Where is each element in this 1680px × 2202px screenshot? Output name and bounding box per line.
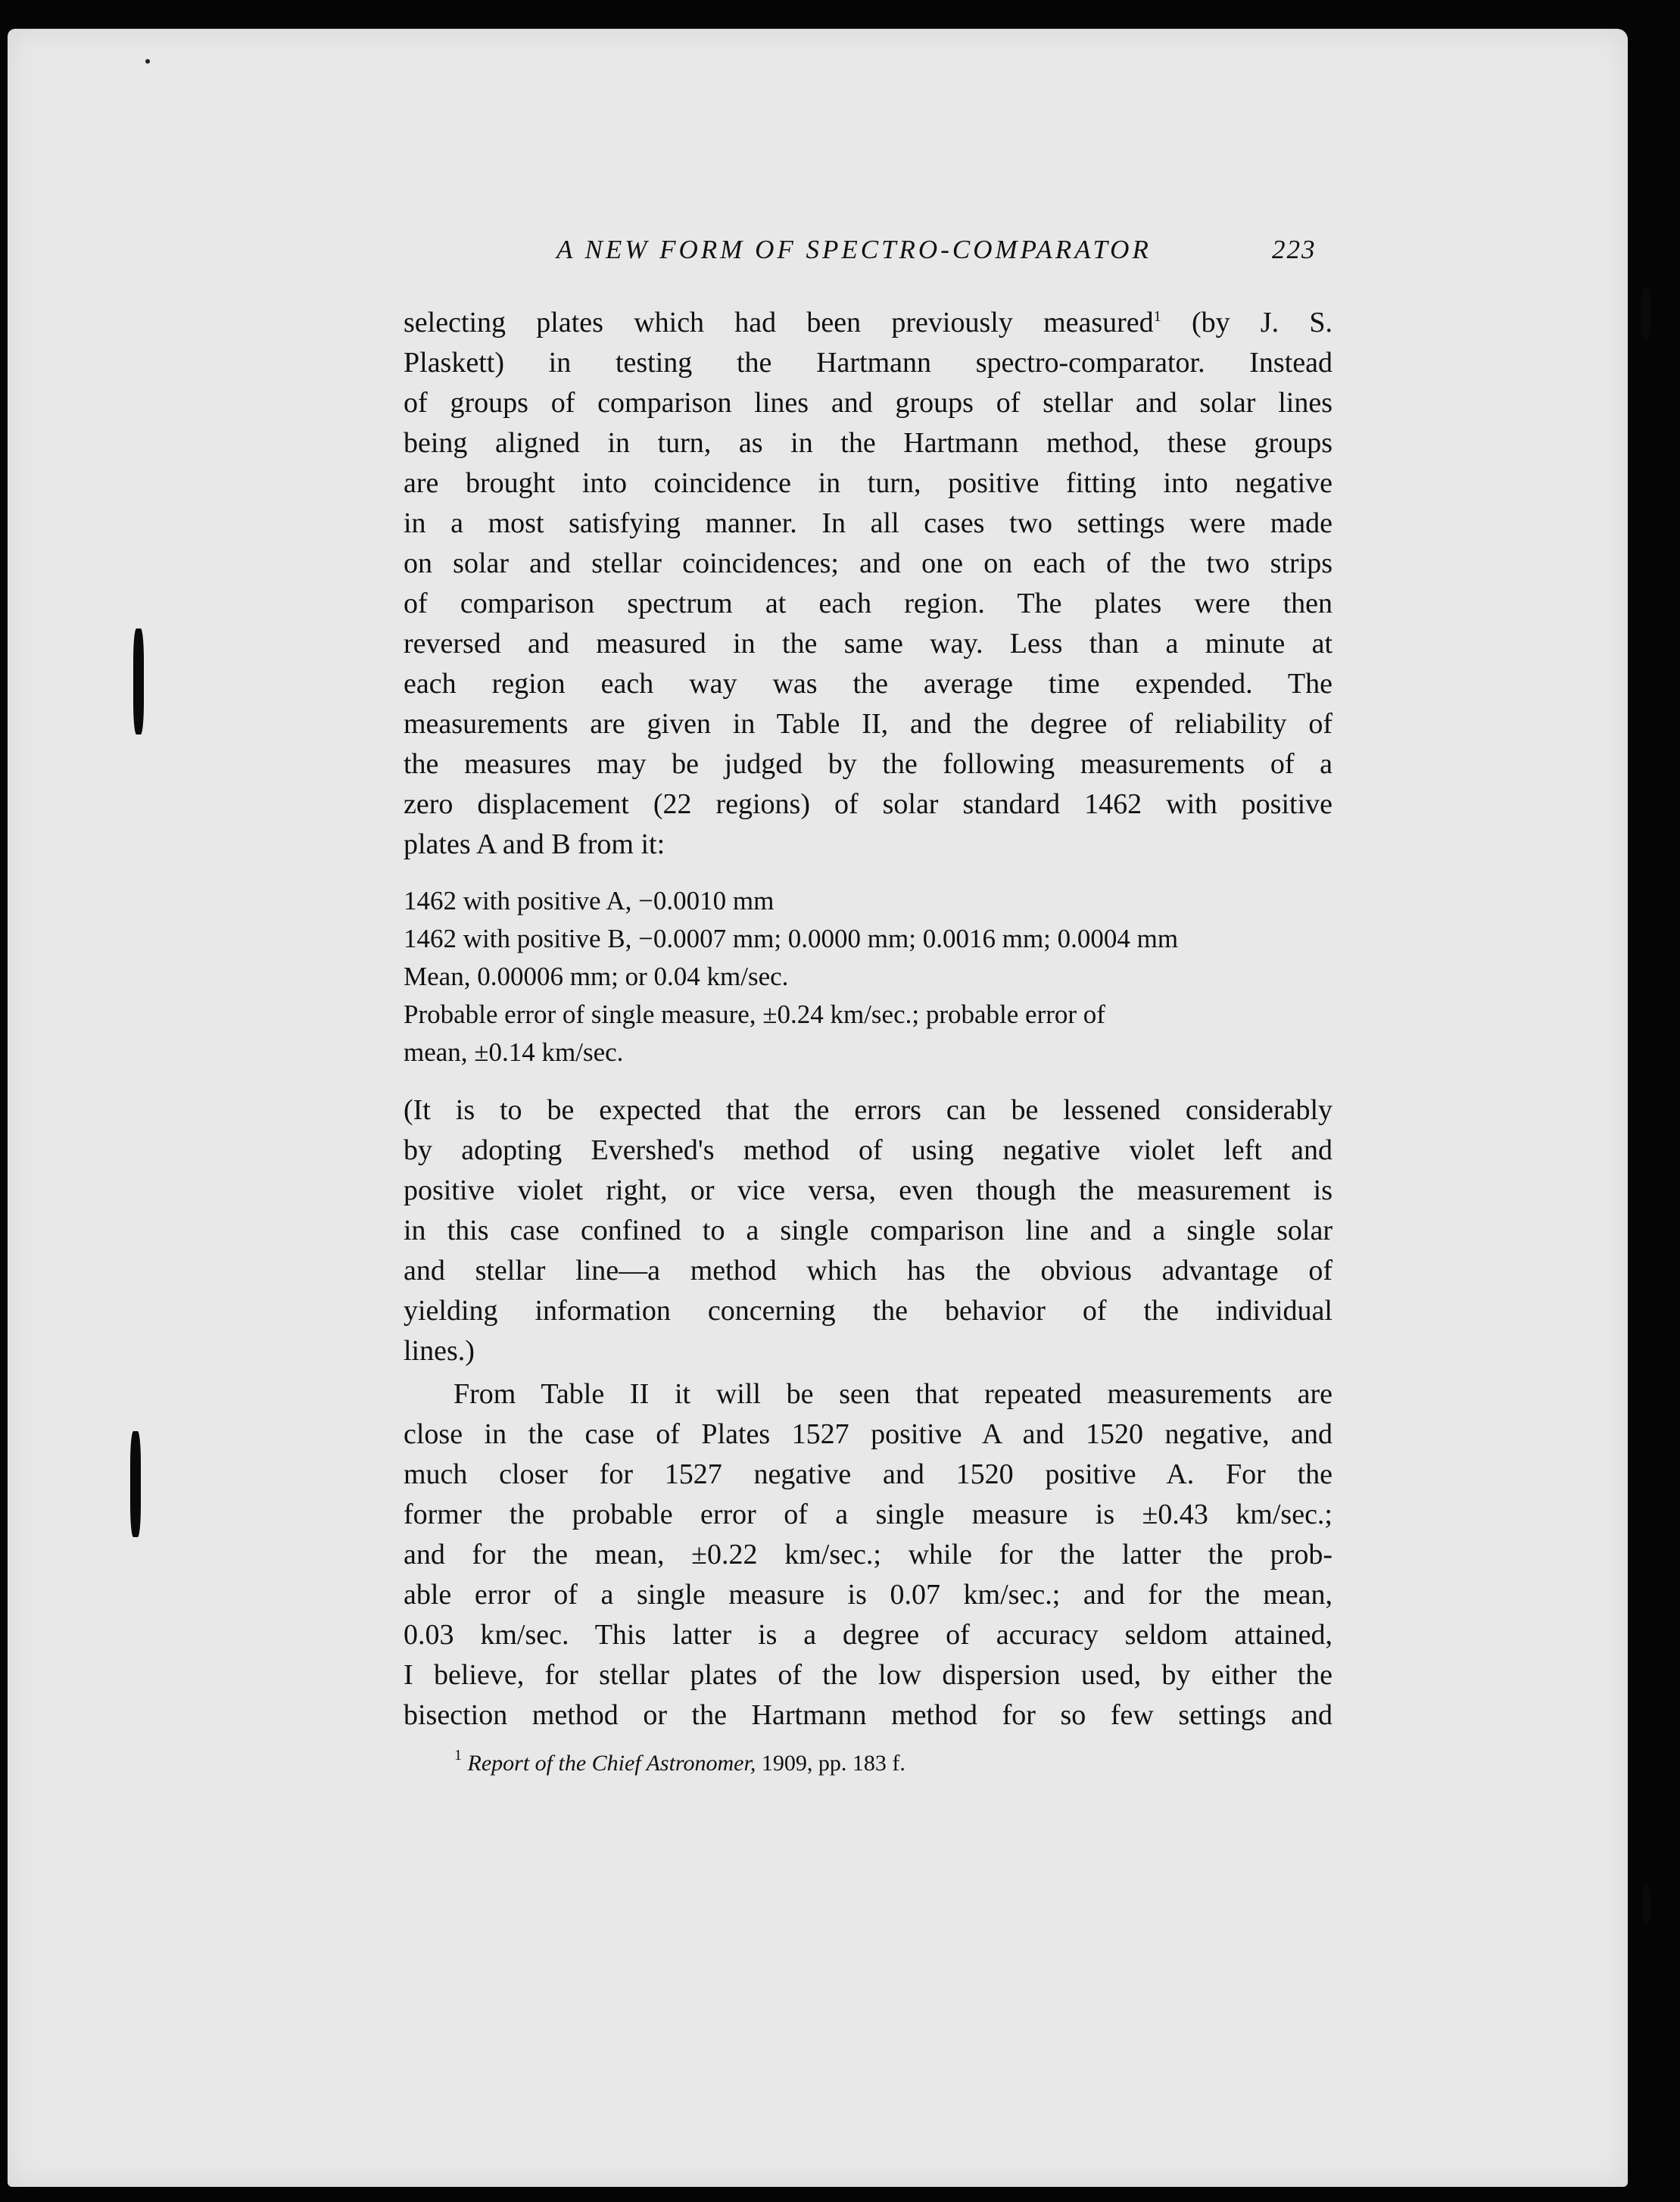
text-line: From Table II it will be seen that repeated measurements are bbox=[454, 1378, 1332, 1410]
text-line: and for the mean, ±0.22 km/sec.; while for the latter the prob- bbox=[404, 1539, 1332, 1570]
text-line: each region each way was the average time expended. The bbox=[404, 668, 1332, 700]
text-line: on solar and stellar coincidences; and one on each of the two strips bbox=[404, 547, 1332, 579]
page-number: 223 bbox=[1272, 235, 1317, 264]
text-line: 0.03 km/sec. This latter is a degree of accuracy seldom attained, bbox=[404, 1619, 1332, 1651]
footnote-title: Report of the Chief Astronomer, bbox=[467, 1751, 756, 1776]
scan-speck bbox=[145, 59, 150, 64]
text-line: being aligned in turn, as in the Hartmann method, these groups bbox=[404, 427, 1332, 459]
measurement-line: mean, ±0.14 km/sec. bbox=[404, 1037, 624, 1067]
paragraph-2-text bbox=[404, 1090, 1332, 1371]
text-line: lines.) bbox=[404, 1335, 475, 1367]
text-line: former the probable error of a single measure is ±0.43 km/sec.; bbox=[404, 1499, 1332, 1530]
footnote-citation: 1909, pp. 183 f. bbox=[761, 1751, 905, 1776]
text-line: bisection method or the Hartmann method for so few settings and bbox=[404, 1699, 1332, 1731]
text-line: the measures may be judged by the following measurements of a bbox=[404, 748, 1332, 780]
text-line: in a most satisfying manner. In all cases two settings were made bbox=[404, 507, 1332, 539]
binding-mark-lower bbox=[130, 1431, 141, 1537]
measurement-line: 1462 with positive A, −0.0010 mm bbox=[404, 886, 775, 915]
text-line: I believe, for stellar plates of the low dispersion used, by either the bbox=[404, 1659, 1332, 1691]
measurement-line: Probable error of single measure, ±0.24 km/sec.; probable error of bbox=[404, 1000, 1105, 1029]
text-line: reversed and measured in the same way. Less than a minute at bbox=[404, 628, 1332, 660]
text-line: plates A and B from it: bbox=[404, 828, 665, 860]
text-line: zero displacement (22 regions) of solar standard 1462 with positive bbox=[404, 788, 1332, 820]
text-line: in this case confined to a single comparison line and a single solar bbox=[404, 1215, 1332, 1246]
footnote-ref: 1 bbox=[1153, 308, 1161, 325]
text-line: close in the case of Plates 1527 positive A and 1520 negative, and bbox=[404, 1418, 1332, 1450]
paragraph-3 bbox=[404, 1374, 1332, 1736]
text-line: are brought into coincidence in turn, positive fitting into negative bbox=[404, 467, 1332, 499]
measurements-block bbox=[404, 882, 1332, 1071]
binding-mark-upper bbox=[133, 628, 144, 735]
running-title: A NEW FORM OF SPECTRO-COMPARATOR bbox=[556, 235, 1152, 264]
footnote bbox=[454, 1747, 905, 1776]
text-line: able error of a single measure is 0.07 km/sec.; and for the mean, bbox=[404, 1579, 1332, 1611]
text-line: selecting plates which had been previously measured$^1$ (by J. S. bbox=[404, 307, 1333, 338]
paragraph-3-text bbox=[404, 1374, 1332, 1736]
text-line: much closer for 1527 negative and 1520 positive A. For the bbox=[404, 1458, 1332, 1490]
text-line: by adopting Evershed's method of using negative violet left and bbox=[404, 1134, 1332, 1166]
edge-mark-right-bottom bbox=[1643, 1885, 1650, 1923]
measurement-line: 1462 with positive B, −0.0007 mm; 0.0000 mm; 0.0016 mm; 0.0004 mm bbox=[404, 924, 1179, 953]
text-line: Plaskett) in testing the Hartmann spectro-comparator. Instead bbox=[404, 347, 1332, 379]
paragraph-1 bbox=[404, 303, 1332, 865]
edge-mark-right-top bbox=[1641, 288, 1650, 341]
text-line: and stellar line—a method which has the obvious advantage of bbox=[404, 1255, 1332, 1287]
text-line: yielding information concerning the behavior of the individual bbox=[404, 1295, 1332, 1327]
text-line: positive violet right, or vice versa, even though the measurement is bbox=[404, 1174, 1332, 1206]
text-line: (It is to be expected that the errors can be lessened considerably bbox=[404, 1094, 1332, 1126]
text-line: of groups of comparison lines and groups of stellar and solar lines bbox=[404, 387, 1332, 419]
paragraph-1-text bbox=[404, 303, 1332, 865]
footnote-marker: 1 bbox=[454, 1747, 462, 1764]
text-line: measurements are given in Table II, and the degree of reliability of bbox=[404, 708, 1332, 740]
text-line: of comparison spectrum at each region. The plates were then bbox=[404, 588, 1332, 619]
measurement-line: Mean, 0.00006 mm; or 0.04 km/sec. bbox=[404, 962, 789, 991]
running-header bbox=[0, 235, 1680, 270]
paragraph-2 bbox=[404, 1090, 1332, 1371]
